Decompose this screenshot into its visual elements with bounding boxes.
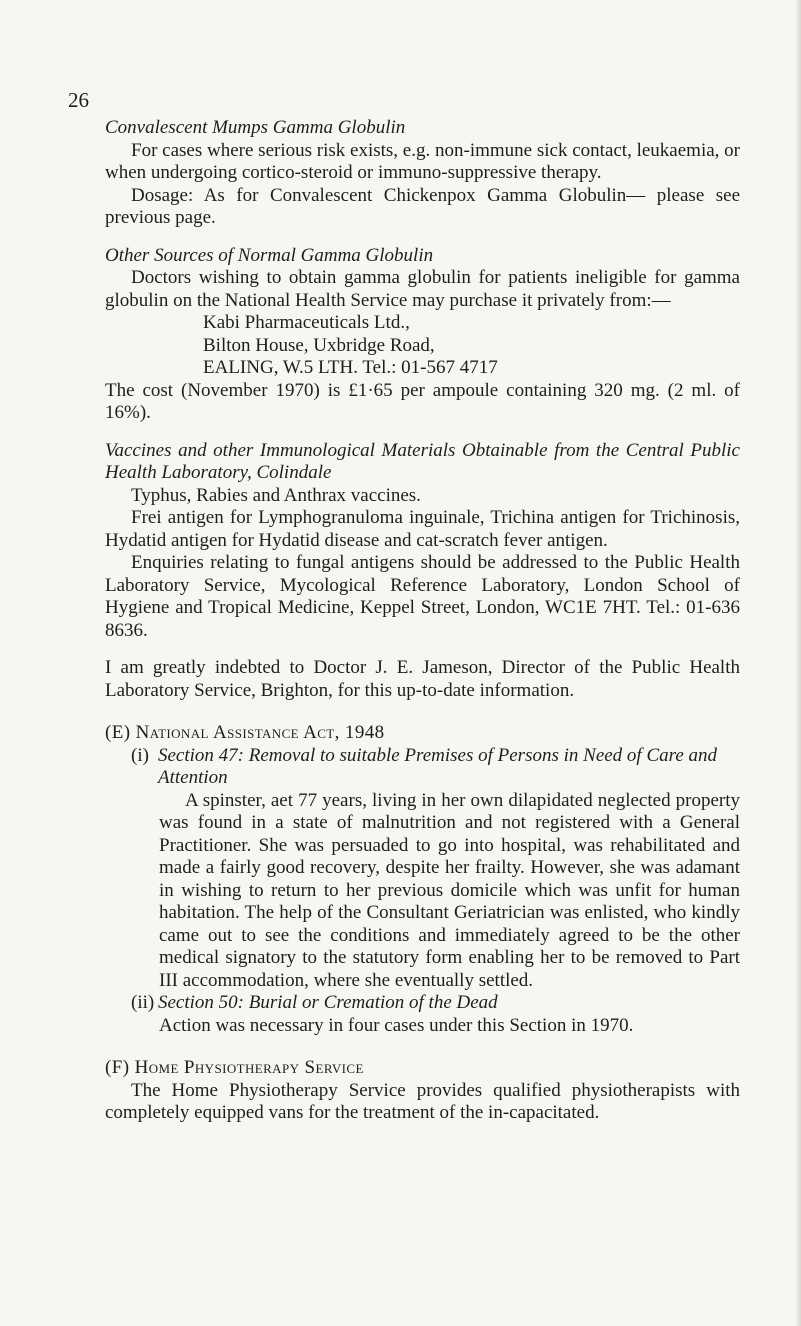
subsection-title: Section 47: Removal to suitable Premises of Persons in Need of Care and Attention xyxy=(158,744,718,788)
vaccines-paragraph: Typhus, Rabies and Anthrax vaccines. xyxy=(131,484,421,506)
subsection-ii-heading xyxy=(105,992,740,1015)
other-sources-heading: Other Sources of Normal Gamma Globulin xyxy=(105,244,434,266)
address-line: Bilton House, Uxbridge Road, xyxy=(203,334,435,356)
subsection-paragraph: A spinster, aet 77 years, living in her own dilapidated neglected property was found in a state of malnutrition and not registered with a General Practitioner. She was persuaded to go into hospital, was rehabilitated and made a fairly good recovery, despite her frailty. However, she was adamant in wishing to return to her previous domicile which was unfit for human habitation. The help of the Consultant Geriatrician was enlisted, who kindly came out to see the conditions and immediately agreed to be the other medical signatory to the statutory form enabling her to be removed to Part III accommodation, where she eventually settled. xyxy=(159,789,740,991)
subsection-i-heading xyxy=(105,745,740,790)
page-number: 26 xyxy=(68,88,89,112)
subsection-ii-body xyxy=(105,1015,740,1038)
section-e-heading: (E) National Assistance Act, 1948 xyxy=(105,722,385,743)
subsection-number: (ii) xyxy=(131,992,155,1013)
subsection-i-body xyxy=(105,790,740,993)
acknowledgement-paragraph: I am greatly indebted to Doctor J. E. Jameson, Director of the Public Health Laboratory Service, Brighton, for this up-to-date information. xyxy=(105,657,740,701)
other-sources-paragraph: Doctors wishing to obtain gamma globulin for patients ineligible for gamma globulin on the National Health Service may purchase it privately from:— xyxy=(105,267,740,311)
page-edge-shadow xyxy=(795,0,801,1326)
subsection-paragraph: Action was necessary in four cases under this Section in 1970. xyxy=(159,1014,634,1036)
mumps-dosage: Dosage: As for Convalescent Chickenpox Gamma Globulin— please see previous page. xyxy=(105,184,740,228)
vaccines-paragraph: Frei antigen for Lymphogranuloma inguinale, Trichina antigen for Trichinosis, Hydatid antigen for Hydatid disease and cat-scratch fever antigen. xyxy=(105,507,740,551)
vaccines-paragraph: Enquiries relating to fungal antigens should be addressed to the Public Health Laboratory Service, Mycological Reference Laboratory, London School of Hygiene and Tropical Medicine, Keppel Street, London, WC1E 7HT. Tel.: 01-636 8636. xyxy=(105,552,740,641)
mumps-heading: Convalescent Mumps Gamma Globulin xyxy=(105,117,406,138)
vaccines-heading: Vaccines and other Immunological Materials Obtainable from the Central Public Health Laboratory, Colindale xyxy=(105,439,740,483)
page-content xyxy=(105,117,740,1125)
section-f-heading: (F) Home Physiotherapy Service xyxy=(105,1057,364,1078)
section-f-paragraph: The Home Physiotherapy Service provides qualified physiotherapists with completely equipped vans for the treatment of the in-capacitated. xyxy=(105,1079,740,1123)
address-line: EALING, W.5 LTH. Tel.: 01-567 4717 xyxy=(203,357,498,378)
mumps-paragraph: For cases where serious risk exists, e.g. non-immune sick contact, leukaemia, or when undergoing cortico-steroid or immuno-suppressive therapy. xyxy=(105,139,740,183)
subsection-title: Section 50: Burial or Cremation of the Dead xyxy=(158,992,498,1013)
cost-paragraph: The cost (November 1970) is £1·65 per ampoule containing 320 mg. (2 ml. of 16%). xyxy=(105,379,740,423)
subsection-number: (i) xyxy=(131,744,149,766)
address-line: Kabi Pharmaceuticals Ltd., xyxy=(203,312,410,333)
